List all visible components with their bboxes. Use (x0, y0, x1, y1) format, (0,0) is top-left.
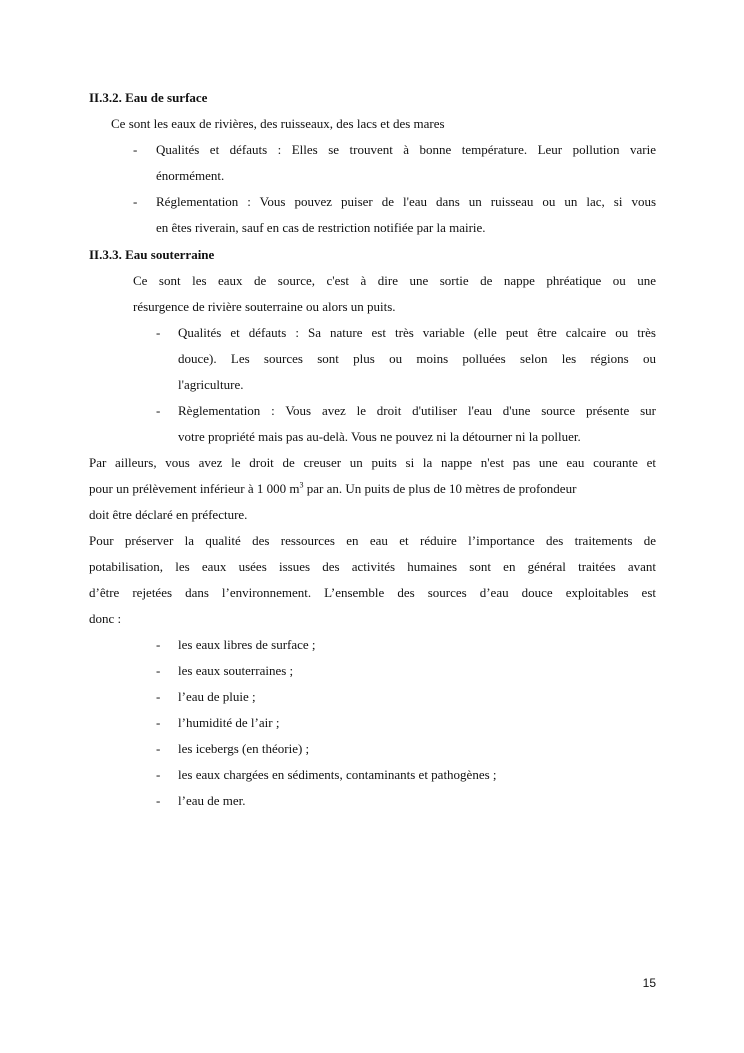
para1-line3: doit être déclaré en préfecture. (89, 507, 248, 522)
bullet-dash: - (156, 663, 161, 678)
section-heading-233: II.3.3. Eau souterraine (89, 247, 215, 262)
list-item: l’eau de mer. (178, 793, 246, 808)
bullet-dash: - (156, 767, 161, 782)
para2-line1: Pour préserver la qualité des ressources en eau et réduire l’importance des traitements de (89, 533, 656, 548)
section-heading-232: II.3.2. Eau de surface (89, 90, 208, 105)
section-232-bullet1-line1: Qualités et défauts : Elles se trouvent à bonne température. Leur pollution varie (156, 142, 656, 157)
section-233-intro-line2: résurgence de rivière souterraine ou alors un puits. (133, 299, 396, 314)
section-232-intro: Ce sont les eaux de rivières, des ruisseaux, des lacs et des mares (111, 116, 445, 131)
list-item: l’humidité de l’air ; (178, 715, 280, 730)
bullet-dash: - (156, 793, 161, 808)
list-item: les eaux chargées en sédiments, contaminants et pathogènes ; (178, 767, 497, 782)
section-232-bullet1-line2: énormément. (156, 168, 225, 183)
bullet-dash: - (133, 194, 138, 209)
section-233-bullet2-line1: Règlementation : Vous avez le droit d'utiliser l'eau d'une source présente sur (178, 403, 656, 418)
list-item: les icebergs (en théorie) ; (178, 741, 310, 756)
bullet-dash: - (133, 142, 138, 157)
section-232-bullet2-line2: en êtes riverain, sauf en cas de restriction notifiée par la mairie. (156, 220, 486, 235)
list-item: les eaux libres de surface ; (178, 637, 316, 652)
para1-line2-start: pour un prélèvement inférieur à 1 000 m (89, 481, 300, 496)
para1-line2-end: par an. Un puits de plus de 10 mètres de profondeur (303, 481, 577, 496)
bullet-dash: - (156, 325, 161, 340)
list-item: l’eau de pluie ; (178, 689, 256, 704)
section-233-bullet1-line1: Qualités et défauts : Sa nature est très variable (elle peut être calcaire ou très (178, 325, 656, 340)
bullet-dash: - (156, 637, 161, 652)
para2-line2: potabilisation, les eaux usées issues des activités humaines sont en général traitées avant (89, 559, 656, 574)
para2-line4: donc : (89, 611, 122, 626)
list-item: les eaux souterraines ; (178, 663, 294, 678)
section-233-bullet1-line3: l'agriculture. (178, 377, 244, 392)
section-233-bullet2-line2: votre propriété mais pas au-delà. Vous ne pouvez ni la détourner ni la polluer. (178, 429, 581, 444)
section-232-bullet2-line1: Réglementation : Vous pouvez puiser de l'eau dans un ruisseau ou un lac, si vous (156, 194, 656, 209)
para2-line3: d’être rejetées dans l’environnement. L’ensemble des sources d’eau douce exploitables est (89, 585, 656, 600)
bullet-dash: - (156, 403, 161, 418)
cubic-superscript: 3 (299, 480, 304, 490)
page-number: 15 (642, 976, 656, 990)
bullet-dash: - (156, 741, 161, 756)
bullet-dash: - (156, 715, 161, 730)
section-233-intro-line1: Ce sont les eaux de source, c'est à dire une sortie de nappe phréatique ou une (133, 273, 656, 288)
para1-line2 (89, 481, 576, 497)
para1-line1: Par ailleurs, vous avez le droit de creuser un puits si la nappe n'est pas une eau courante et (89, 455, 656, 470)
section-233-bullet1-line2: douce). Les sources sont plus ou moins polluées selon les régions ou (178, 351, 656, 366)
bullet-dash: - (156, 689, 161, 704)
